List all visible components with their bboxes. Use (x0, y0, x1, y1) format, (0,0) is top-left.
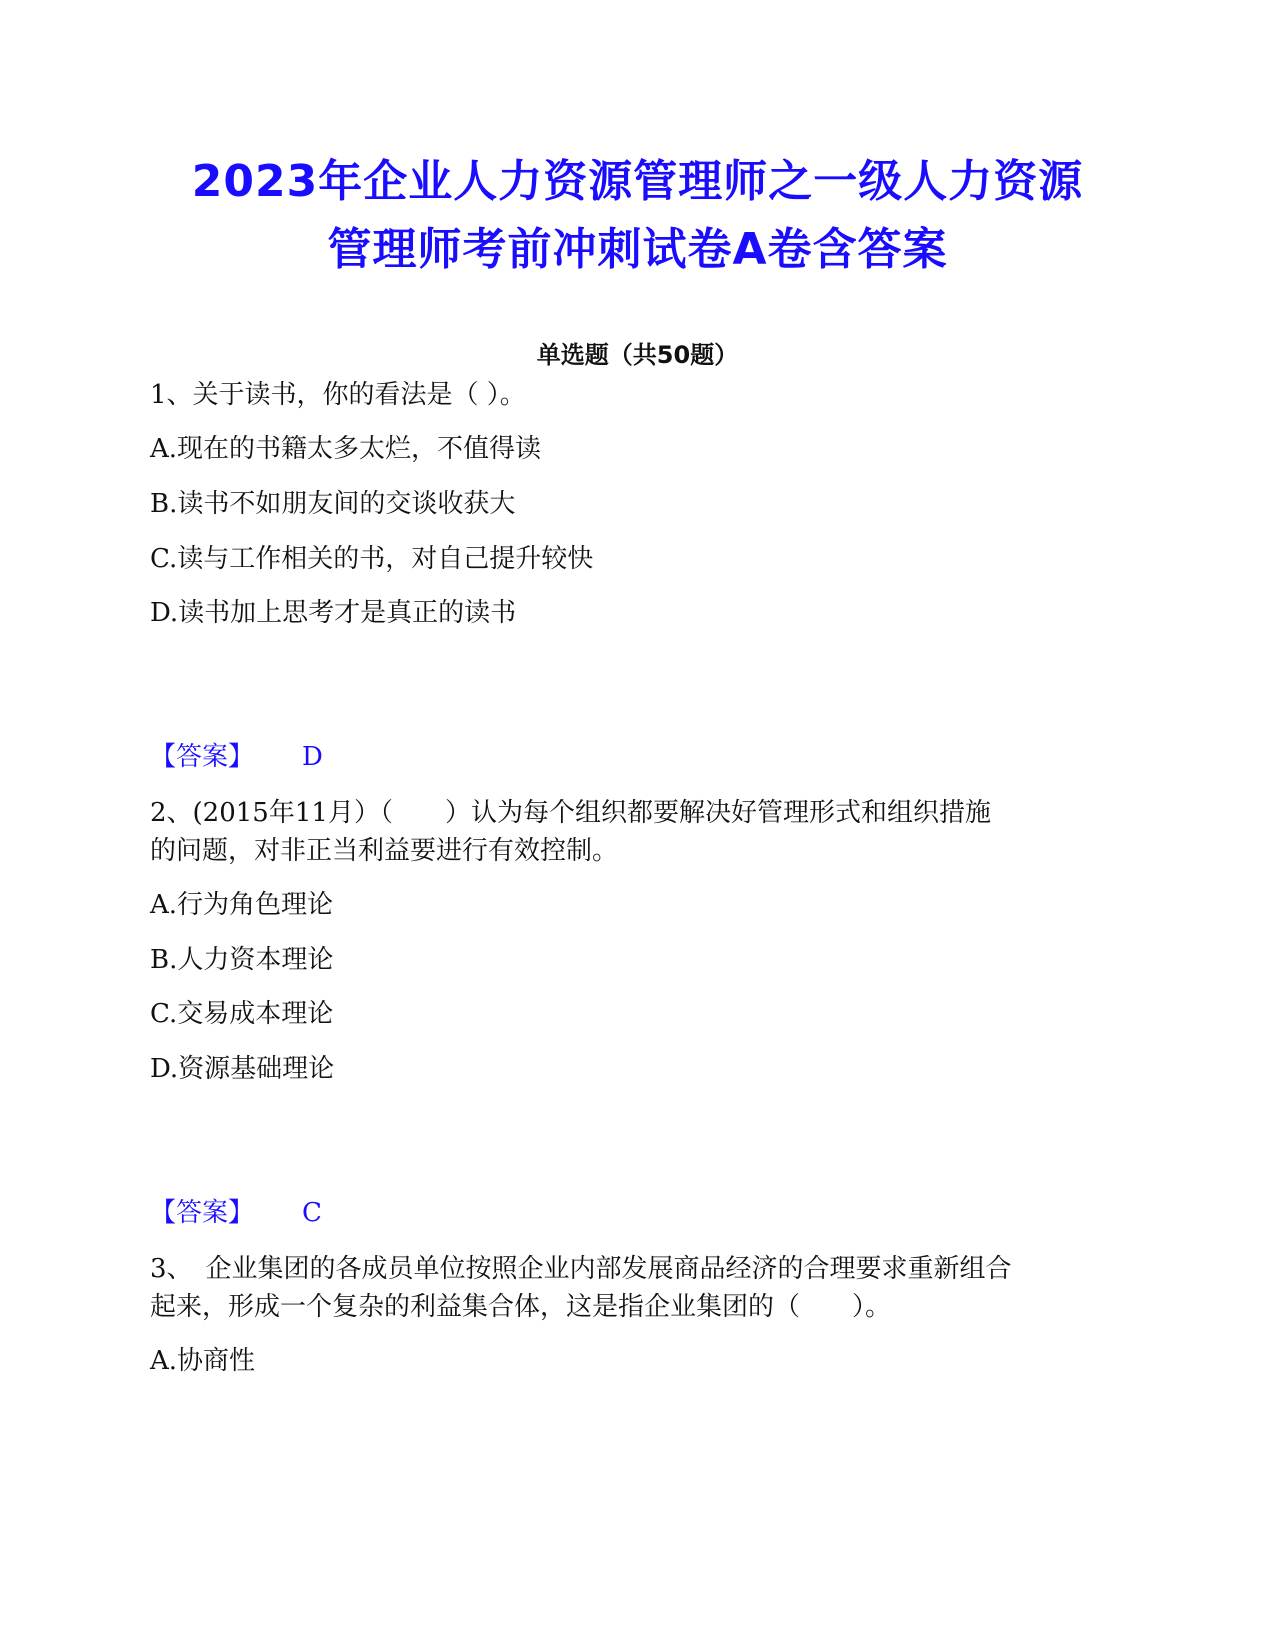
question-1-option-d: D.读书加上思考才是真正的读书 (150, 598, 517, 628)
title-line-1: 2023年企业人力资源管理师之一级人力资源 (191, 156, 1084, 207)
question-1-option-b: B.读书不如朋友间的交谈收获大 (150, 489, 516, 519)
question-1-answer (150, 740, 323, 774)
question-3-option-a: A.协商性 (150, 1346, 256, 1376)
question-2-option-b: B.人力资本理论 (150, 945, 334, 975)
title-line-2: 管理师考前冲刺试卷A卷含答案 (327, 224, 948, 275)
question-2-answer (150, 1196, 322, 1230)
question-3-stem-line-1: 3、 企业集团的各成员单位按照企业内部发展商品经济的合理要求重新组合 (150, 1254, 1012, 1284)
question-2-stem-line-1: 2、(2015年11月）（ ）认为每个组织都要解决好管理形式和组织措施 (150, 798, 991, 828)
question-2-stem-line-2: 的问题，对非正当利益要进行有效控制。 (150, 836, 619, 866)
answer-label: 【答案】 (150, 1198, 255, 1228)
question-2-option-a: A.行为角色理论 (150, 890, 334, 920)
question-1-stem: 1、关于读书，你的看法是（ ）。 (150, 380, 526, 410)
question-1-option-c: C.读与工作相关的书，对自己提升较快 (150, 544, 594, 574)
question-2-option-d: D.资源基础理论 (150, 1054, 335, 1084)
section-heading: 单选题（共50题） (536, 341, 739, 369)
answer-value: C (302, 1198, 322, 1228)
question-1-option-a: A.现在的书籍太多太烂，不值得读 (150, 434, 542, 464)
document-title (100, 148, 1175, 284)
question-2-option-c: C.交易成本理论 (150, 999, 334, 1029)
answer-label: 【答案】 (150, 742, 255, 772)
answer-value: D (302, 742, 323, 772)
question-3-stem-line-2: 起来，形成一个复杂的利益集合体，这是指企业集团的（ ）。 (150, 1292, 892, 1322)
